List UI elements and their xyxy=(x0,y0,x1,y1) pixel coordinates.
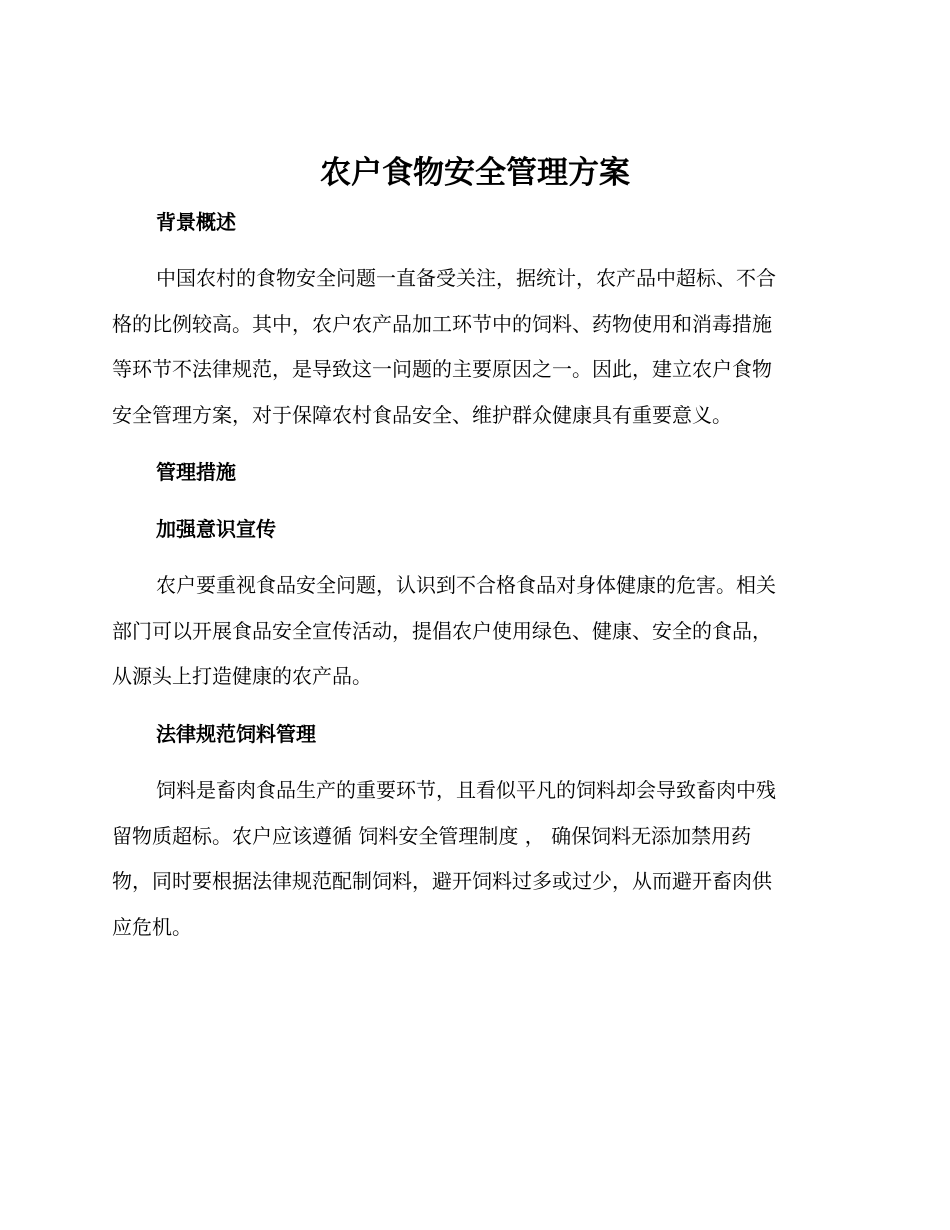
paragraph-line: 安全管理方案，对于保障农村食品安全、维护群众健康具有重要意义。 xyxy=(112,402,732,427)
section-heading-measures: 管理措施 xyxy=(156,460,236,484)
section-heading-background: 背景概述 xyxy=(156,210,236,234)
paragraph-line: 应危机。 xyxy=(112,914,192,939)
paragraph-background xyxy=(112,256,832,438)
paragraph-line: 饲料是畜肉食品生产的重要环节，且看似平凡的饲料却会导致畜肉中残 xyxy=(156,778,776,802)
document-title: 农户食物安全管理方案 xyxy=(320,155,630,191)
section-heading-feed-management: 法律规范饲料管理 xyxy=(156,722,316,746)
paragraph-line: 中国农村的食物安全问题一直备受关注，据统计，农产品中超标、不合 xyxy=(156,266,776,290)
paragraph-line: 从源头上打造健康的农产品。 xyxy=(112,664,372,688)
paragraph-feed-management xyxy=(112,768,832,950)
paragraph-line: 部门可以开展食品安全宣传活动，提倡农户使用绿色、健康、安全的食品， xyxy=(112,618,772,643)
paragraph-line: 物，同时要根据法律规范配制饲料，避开饲料过多或过少，从而避开畜肉供 xyxy=(112,869,772,893)
paragraph-line: 农户要重视食品安全问题，认识到不合格食品对身体健康的危害。相关 xyxy=(156,573,776,597)
paragraph-line: 等环节不法律规范，是导致这一问题的主要原因之一。因此，建立农户食物 xyxy=(112,357,772,381)
paragraph-line: 留物质超标。农户应该遵循 饲料安全管理制度 ， 确保饲料无添加禁用药 xyxy=(112,823,752,848)
paragraph-line: 格的比例较高。其中，农户农产品加工环节中的饲料、药物使用和消毒措施 xyxy=(112,311,772,336)
paragraph-awareness xyxy=(112,563,832,700)
section-heading-awareness: 加强意识宣传 xyxy=(156,517,276,541)
